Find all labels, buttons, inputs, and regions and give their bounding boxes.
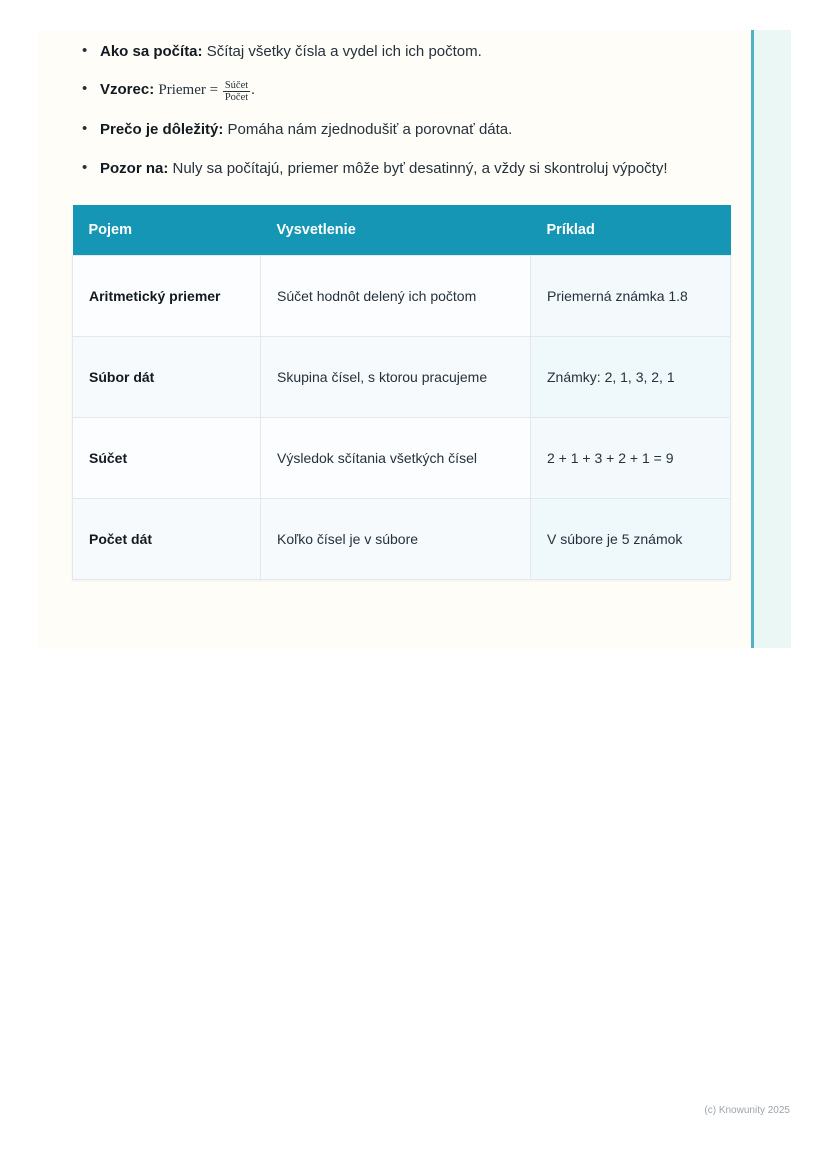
table-row	[73, 255, 731, 336]
cell-explanation: Skupina čísel, s ktorou pracujeme	[261, 336, 531, 417]
table-row	[73, 498, 731, 579]
formula-end: .	[251, 82, 255, 99]
column-header-example: Príklad	[531, 205, 731, 256]
bullet-label: Prečo je dôležitý:	[100, 121, 224, 139]
formula-fraction	[223, 80, 250, 104]
bullet-text: Pomáha nám zjednodušiť a porovnať dáta.	[223, 121, 513, 139]
table-row	[73, 417, 731, 498]
cell-term: Počet dát	[73, 498, 261, 579]
document-page	[37, 30, 791, 648]
column-header-term: Pojem	[73, 205, 261, 256]
cell-explanation: Koľko čísel je v súbore	[261, 498, 531, 579]
summary-bullet-list	[72, 40, 672, 180]
bullet-label: Ako sa počíta:	[100, 43, 203, 60]
cell-explanation: Výsledok sčítania všetkých čísel	[261, 417, 531, 498]
list-item	[72, 40, 672, 63]
formula-denominator: Počet	[224, 92, 249, 104]
formula-average	[158, 79, 255, 104]
column-header-explanation: Vysvetlenie	[261, 205, 531, 256]
cell-example: V súbore je 5 známok	[531, 498, 731, 579]
bullet-text: Sčítaj všetky čísla a vydel ich ich počtom.	[202, 43, 482, 60]
formula-lhs: Priemer =	[158, 82, 219, 99]
bullet-text: Nuly sa počítajú, priemer môže byť desatinný, a vždy si skontroluj výpočty!	[168, 159, 668, 177]
cell-explanation: Súčet hodnôt delený ich počtom	[261, 255, 531, 336]
formula-numerator: Súčet	[224, 79, 249, 91]
table-body	[73, 255, 731, 579]
cell-example: Známky: 2, 1, 3, 2, 1	[531, 336, 731, 417]
table-header-row	[73, 205, 731, 256]
table-row	[73, 336, 731, 417]
list-item	[72, 78, 672, 103]
document-content	[72, 40, 688, 580]
cell-example: 2 + 1 + 3 + 2 + 1 = 9	[531, 417, 731, 498]
list-item	[72, 157, 672, 180]
concepts-table	[72, 205, 731, 580]
list-item	[72, 118, 672, 141]
copyright-footer: (c) Knowunity 2025	[704, 1105, 790, 1116]
table-head	[73, 205, 731, 256]
page-accent-bar	[751, 30, 791, 648]
bullet-label: Pozor na:	[100, 159, 169, 177]
cell-example: Priemerná známka 1.8	[531, 255, 731, 336]
cell-term: Aritmetický priemer	[73, 255, 261, 336]
cell-term: Súčet	[73, 417, 261, 498]
cell-term: Súbor dát	[73, 336, 261, 417]
bullet-label: Vzorec:	[100, 81, 155, 99]
